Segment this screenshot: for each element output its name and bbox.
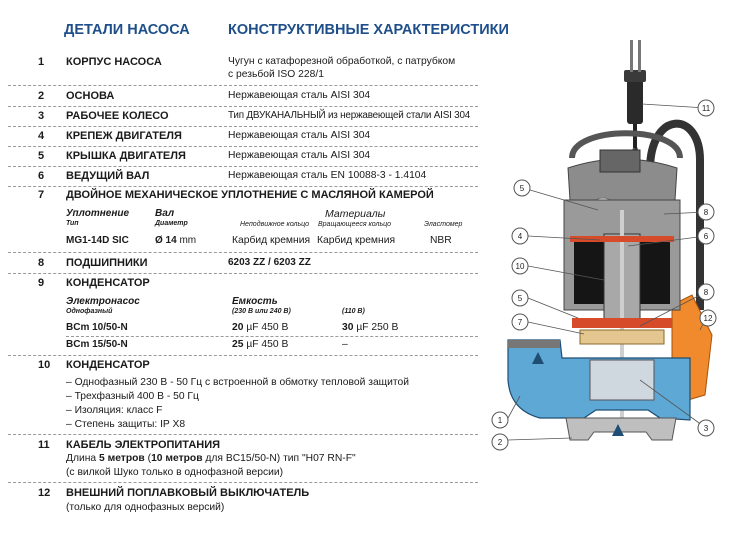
seal-col-sub: Тип <box>66 220 79 227</box>
cable-note: (с вилкой Шуко только в однофазной версии) <box>66 467 284 478</box>
divider <box>8 252 478 253</box>
shaft-col-sub: Диаметр <box>155 220 188 227</box>
capacity-sub-110: (110 В) <box>342 308 365 315</box>
seal-col-header: Уплотнение <box>66 208 130 219</box>
callout-label: 11 <box>701 104 711 113</box>
callout-label: 8 <box>703 288 709 297</box>
row-title: КАБЕЛЬ ЭЛЕКТРОПИТАНИЯ <box>66 439 221 451</box>
seal-type: MG1-14D SIC <box>66 235 129 246</box>
model-name: BCm 15/50-N <box>66 339 128 350</box>
row-title: ДВОЙНОЕ МЕХАНИЧЕСКОЕ УПЛОТНЕНИЕ С МАСЛЯНОЙ КАМЕРОЙ <box>66 189 434 201</box>
row-number: 5 <box>38 150 45 162</box>
row-value: Нержавеющая сталь AISI 304 <box>228 150 371 161</box>
divider <box>8 166 478 167</box>
capacity-header: Емкость <box>232 296 278 307</box>
row-number: 2 <box>38 90 45 102</box>
capacity-230 <box>232 322 288 333</box>
divider <box>8 355 478 356</box>
row-title: КОРПУС НАСОСА <box>66 56 162 68</box>
callout-label: 12 <box>703 314 713 323</box>
motor-line: – Однофазный 230 В - 50 Гц с встроенной в обмотку тепловой защитой <box>66 377 409 388</box>
capacity-unit: µF 450 В <box>243 339 289 350</box>
shaft-col-header: Вал <box>155 208 175 219</box>
cable-type-text: для BC15/50-N) тип "H07 RN-F" <box>202 453 356 464</box>
callout-1 <box>492 412 508 428</box>
row-title: КОНДЕНСАТОР <box>66 359 150 371</box>
capacity-sub-230: (230 В или 240 В) <box>232 308 291 315</box>
row-title: КРЫШКА ДВИГАТЕЛЯ <box>66 150 186 162</box>
row-number: 4 <box>38 130 45 142</box>
divider <box>8 186 478 187</box>
cable-length-value: 10 метров <box>151 453 203 464</box>
materials-header: Материалы <box>325 208 386 220</box>
header-details: ДЕТАЛИ НАСОСА <box>64 22 190 38</box>
row-number: 9 <box>38 277 45 289</box>
capacity-unit: µF 250 В <box>353 322 399 333</box>
callout-9 <box>514 180 530 196</box>
rot-ring-header: Вращающееся кольцо <box>318 221 392 228</box>
elastomer-header: Эластомер <box>424 221 463 228</box>
header-construction: КОНСТРУКТИВНЫЕ ХАРАКТЕРИСТИКИ <box>228 22 509 38</box>
pump-col-header: Электронасос <box>66 296 140 307</box>
callout-label: 6 <box>703 232 709 241</box>
row-value: Нержавеющая сталь EN 10088-3 - 1.4104 <box>228 170 427 181</box>
row-title: ВНЕШНИЙ ПОПЛАВКОВЫЙ ВЫКЛЮЧАТЕЛЬ <box>66 487 310 499</box>
callout-label: 5 <box>517 294 523 303</box>
callout-label: 2 <box>497 438 503 447</box>
cable-length-value: 5 метров <box>99 453 145 464</box>
callout-4 <box>512 228 528 244</box>
callout-5 <box>512 290 528 306</box>
row-title: ВЕДУЩИЙ ВАЛ <box>66 170 150 182</box>
row-title: ПОДШИПНИКИ <box>66 257 148 269</box>
cable-length-text: Длина <box>66 453 100 464</box>
pump-cutaway-illustration <box>478 0 732 535</box>
elastomer-material: NBR <box>430 235 452 246</box>
impeller <box>590 360 654 400</box>
row-number: 8 <box>38 257 45 269</box>
rot-ring-material: Карбид кремния <box>317 235 396 246</box>
callout-label: 7 <box>517 318 523 327</box>
callout-label: 5 <box>519 184 525 193</box>
fixed-ring-header: Неподвижное кольцо <box>240 221 310 228</box>
shaft-diameter-unit: mm <box>179 235 197 246</box>
capacity-110: – <box>342 339 348 350</box>
row-value-2: с резьбой ISO 228/1 <box>228 69 324 80</box>
callout-8-bottom <box>698 284 714 300</box>
oil-chamber <box>580 330 664 344</box>
fixed-ring-material: Карбид кремния <box>232 235 311 246</box>
shaft-diameter-value: Ø 14 <box>155 235 177 246</box>
pump-col-sub: Однофазный <box>66 308 113 315</box>
motor-line: – Изоляция: класс F <box>66 405 163 416</box>
capacity-110 <box>342 322 398 333</box>
callout-7 <box>512 314 528 330</box>
row-value: Чугун с катафорезной обработкой, с патрубком <box>228 56 456 67</box>
capacity-value: 20 <box>232 322 244 333</box>
row-title: КОНДЕНСАТОР <box>66 277 150 289</box>
model-name: BCm 10/50-N <box>66 322 128 333</box>
shaft-diameter <box>155 235 196 246</box>
row-title: КРЕПЕЖ ДВИГАТЕЛЯ <box>66 130 182 142</box>
callout-label: 3 <box>703 424 709 433</box>
seal-ring <box>572 318 672 328</box>
callout-11 <box>698 100 714 116</box>
cable-gland <box>600 150 640 172</box>
divider <box>8 85 478 86</box>
row-value: Нержавеющая сталь AISI 304 <box>228 130 371 141</box>
callout-12 <box>700 310 716 326</box>
cable-length <box>66 453 356 464</box>
divider <box>66 336 478 337</box>
callout-3 <box>698 420 714 436</box>
callout-label: 4 <box>517 232 523 241</box>
callout-label: 10 <box>515 262 525 271</box>
motor-line: – Трехфазный 400 В - 50 Гц <box>66 391 199 402</box>
outlet-thread <box>508 340 560 348</box>
callout-label: 1 <box>497 416 503 425</box>
divider <box>8 126 478 127</box>
divider <box>8 482 478 483</box>
row-number: 7 <box>38 189 45 201</box>
base <box>566 418 676 440</box>
divider <box>8 434 478 435</box>
row-value: Нержавеющая сталь AISI 304 <box>228 90 371 101</box>
cable-length-text: ( <box>144 453 152 464</box>
capacity-value: 30 <box>342 322 354 333</box>
callout-10 <box>512 258 528 274</box>
callout-6 <box>698 228 714 244</box>
row-number: 3 <box>38 110 45 122</box>
capacity-230 <box>232 339 288 350</box>
row-number: 12 <box>38 487 51 499</box>
motor-line: – Степень защиты: IP X8 <box>66 419 186 430</box>
row-value: Тип ДВУКАНАЛЬНЫЙ из нержавеющей стали AISI 304 <box>228 110 471 121</box>
capacity-value: 25 <box>232 339 244 350</box>
row-title: РАБОЧЕЕ КОЛЕСО <box>66 110 169 122</box>
callout-8-top <box>698 204 714 220</box>
row-number: 10 <box>38 359 51 371</box>
divider <box>8 273 478 274</box>
float-note: (только для однофазных версий) <box>66 502 225 513</box>
callout-2 <box>492 434 508 450</box>
row-number: 6 <box>38 170 45 182</box>
divider <box>8 146 478 147</box>
capacity-unit: µF 450 В <box>243 322 289 333</box>
row-value: 6203 ZZ / 6203 ZZ <box>228 257 311 268</box>
row-title: ОСНОВА <box>66 90 115 102</box>
row-number: 11 <box>38 439 50 451</box>
row-number: 1 <box>38 56 45 68</box>
callout-label: 8 <box>703 208 709 217</box>
divider <box>8 106 478 107</box>
